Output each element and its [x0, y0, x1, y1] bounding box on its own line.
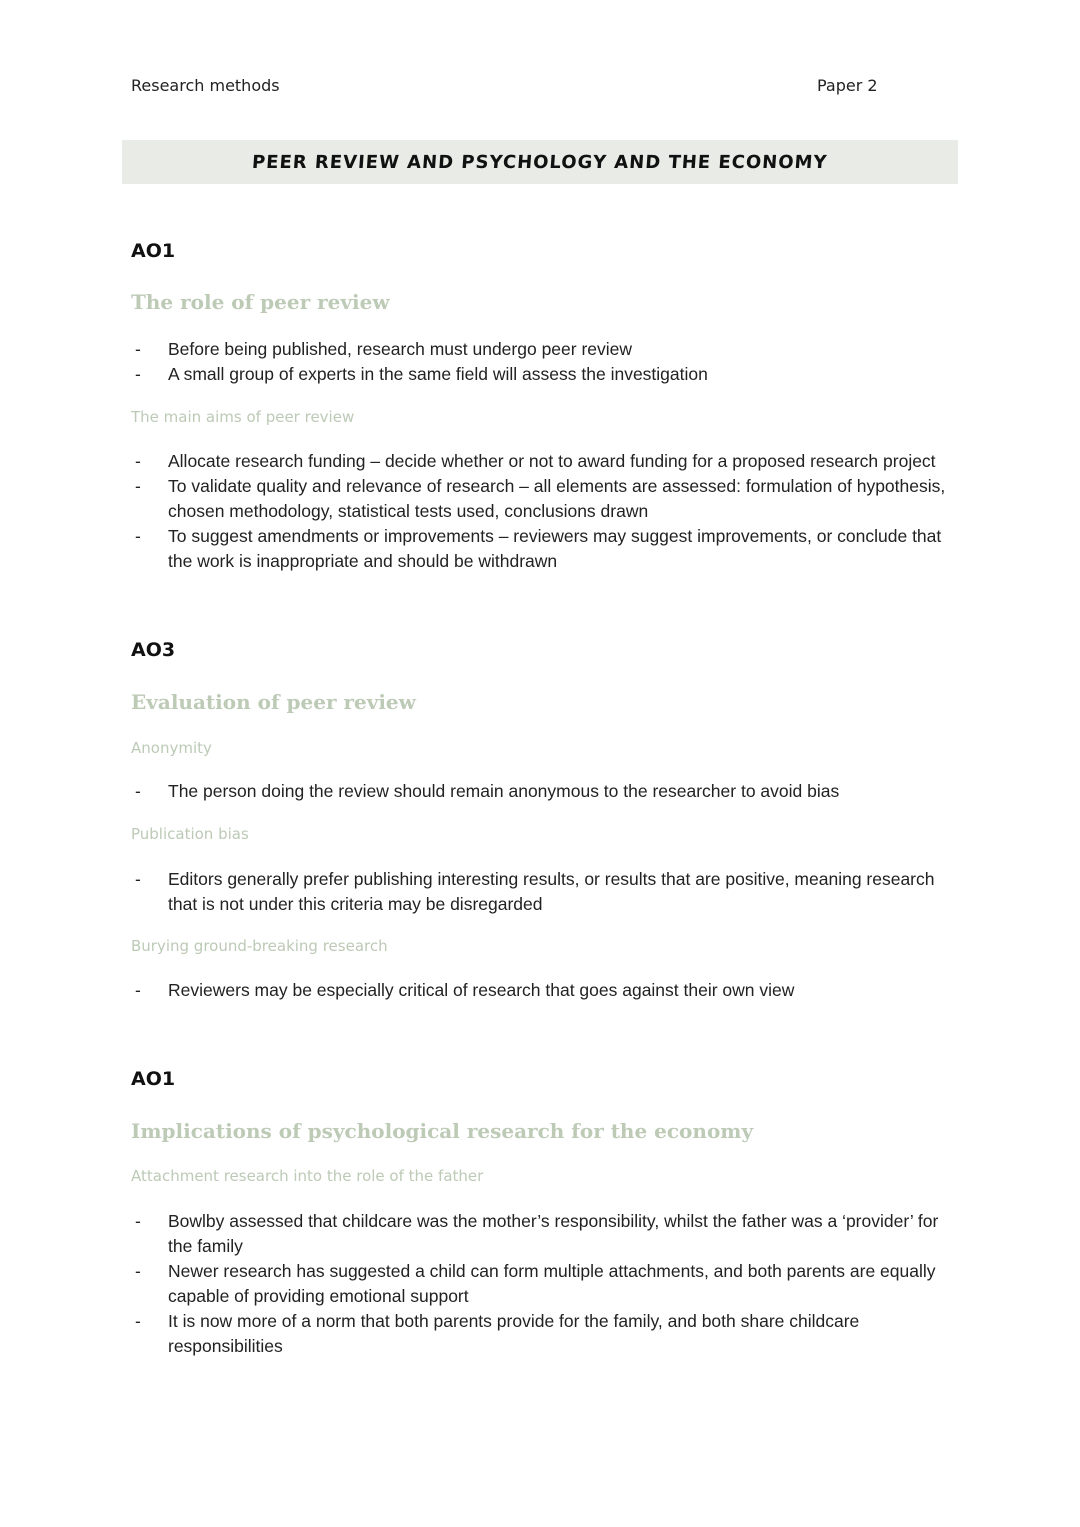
list-item: - The person doing the review should remain anonymous to the researcher to avoid bias	[131, 779, 951, 804]
section-title-role-of-peer-review: The role of peer review	[131, 290, 390, 314]
list-item: - Editors generally prefer publishing interesting results, or results that are positive, meaning research that is not under this criteria may be disregarded	[131, 867, 951, 917]
aims-bullets	[131, 449, 951, 574]
subhead-publication-bias: Publication bias	[131, 825, 249, 843]
list-item: - A small group of experts in the same field will assess the investigation	[131, 362, 951, 387]
anonymity-bullets	[131, 779, 951, 804]
list-item: - To suggest amendments or improvements – reviewers may suggest improvements, or conclude that the work is inappropriate and should be withdrawn	[131, 524, 951, 574]
page-title: PEER REVIEW AND PSYCHOLOGY AND THE ECONOMY	[251, 151, 829, 173]
subhead-burying-research: Burying ground-breaking research	[131, 937, 388, 955]
section-title-economy: Implications of psychological research for the economy	[131, 1119, 754, 1143]
list-item: - Allocate research funding – decide whether or not to award funding for a proposed research project	[131, 449, 951, 474]
list-item: - Reviewers may be especially critical of research that goes against their own view	[131, 978, 951, 1003]
ao1-label-economy: AO1	[131, 1068, 176, 1090]
list-item: - Before being published, research must undergo peer review	[131, 337, 951, 362]
ao1-label: AO1	[131, 240, 176, 262]
header-paper: Paper 2	[817, 76, 878, 95]
list-item: - Newer research has suggested a child can form multiple attachments, and both parents are equally capable of providing emotional support	[131, 1259, 951, 1309]
subhead-main-aims: The main aims of peer review	[131, 408, 355, 426]
subhead-anonymity: Anonymity	[131, 739, 212, 757]
list-item: - Bowlby assessed that childcare was the mother’s responsibility, whilst the father was a ‘provider’ for the family	[131, 1209, 951, 1259]
publication-bias-bullets	[131, 867, 951, 917]
list-item: - It is now more of a norm that both parents provide for the family, and both share childcare responsibilities	[131, 1309, 951, 1359]
section-title-evaluation: Evaluation of peer review	[131, 690, 416, 714]
peer-review-bullets	[131, 337, 951, 387]
header-subject: Research methods	[131, 76, 280, 95]
economy-bullets	[131, 1209, 951, 1359]
ao3-label: AO3	[131, 639, 176, 661]
burying-bullets	[131, 978, 951, 1003]
list-item: - To validate quality and relevance of research – all elements are assessed: formulation of hypothesis, chosen methodology, statistical tests used, conclusions drawn	[131, 474, 951, 524]
title-banner	[122, 140, 958, 184]
subhead-attachment-research: Attachment research into the role of the father	[131, 1167, 484, 1185]
